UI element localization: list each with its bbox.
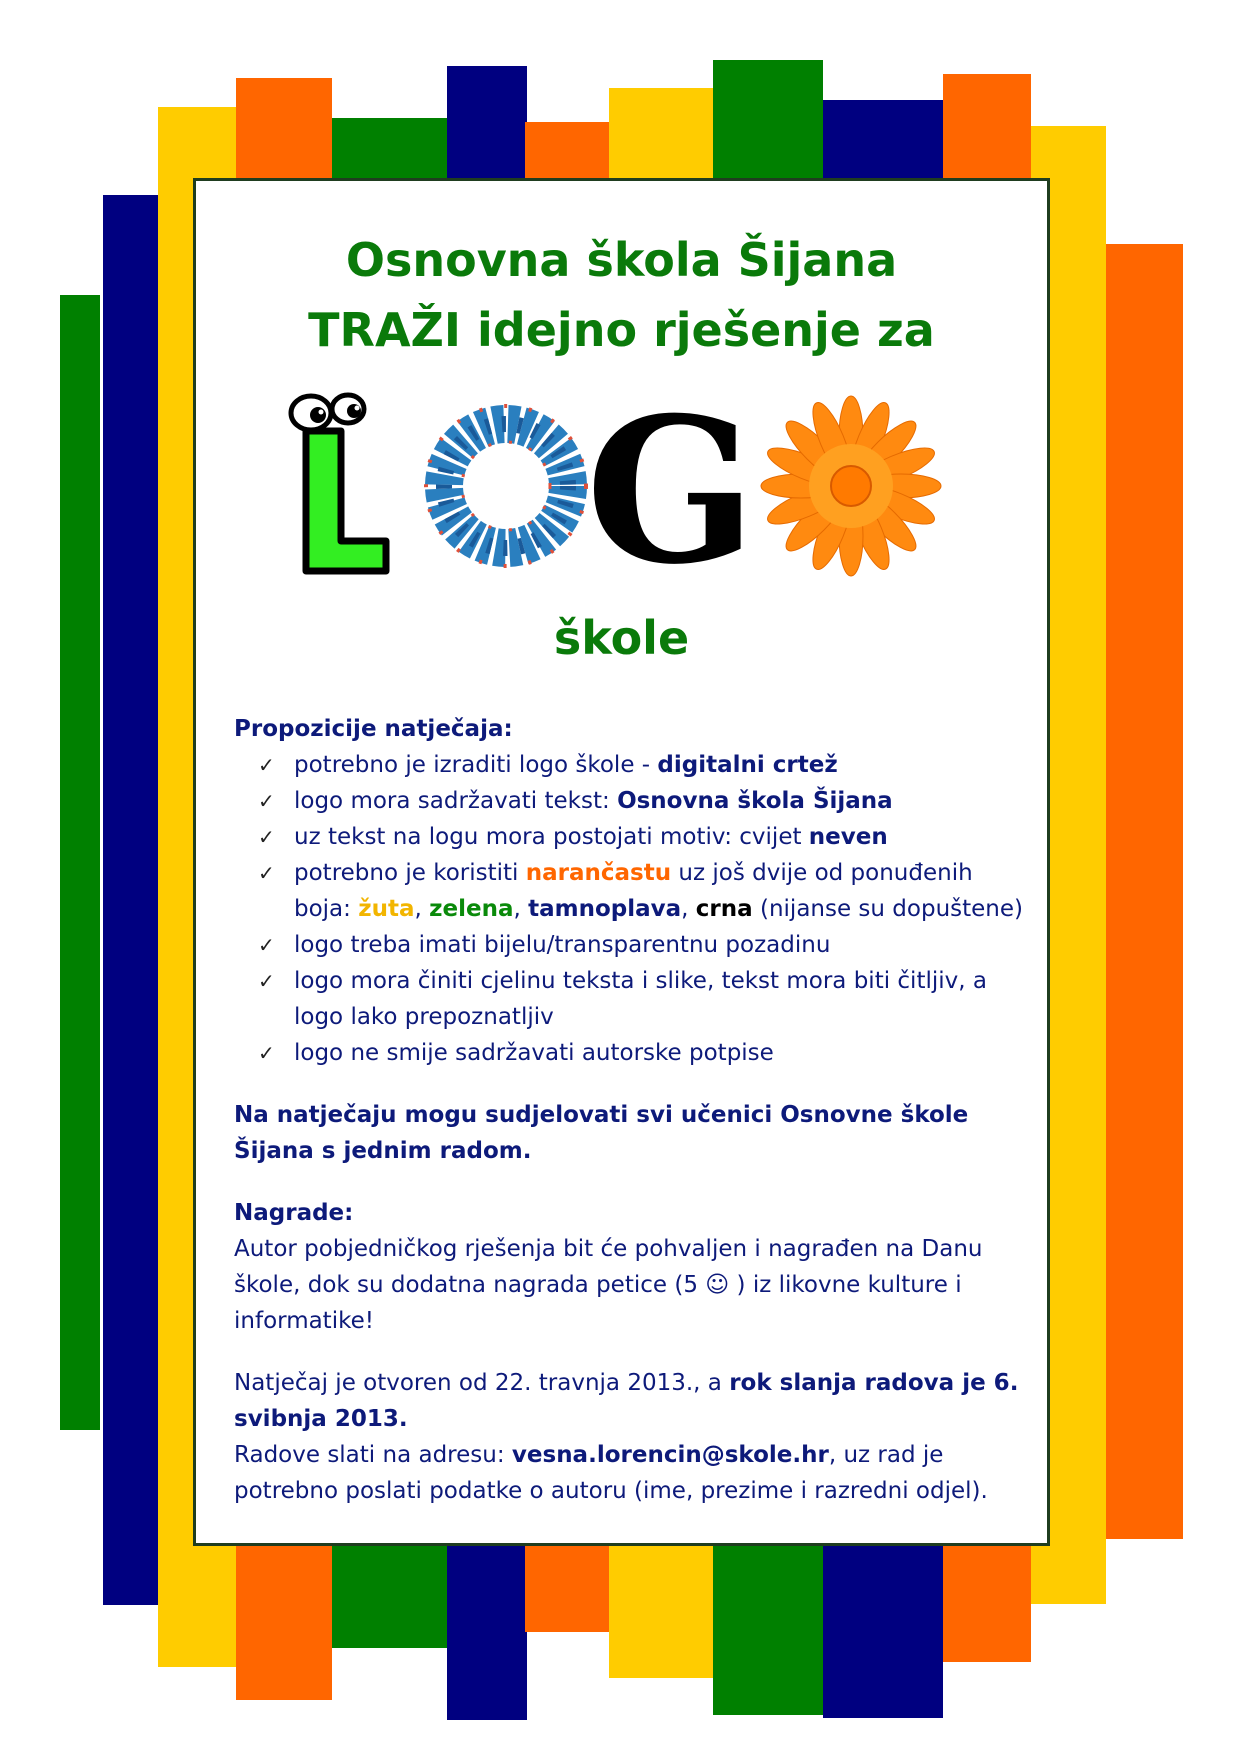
- letter-g-icon: G: [585, 391, 757, 581]
- checkmark-icon: ✓: [258, 861, 275, 885]
- poster-title-line3: škole: [553, 611, 690, 665]
- deadline-text: Natječaj je otvoren od 22. travnja 2013., a rok slanja radova je 6. svibnja 2013.: [234, 1370, 1019, 1432]
- poster-title-line2: TRAŽI idejno rješenje za: [308, 303, 935, 357]
- checkmark-icon: ✓: [258, 789, 275, 813]
- list-item: ✓ potrebno je koristiti narančastu uz još dvije od ponuđenih boja: žuta, zelena, tamnoplava, crna (nijanse su dopuštene): [294, 855, 1024, 927]
- email-address: vesna.lorencin@skole.hr: [511, 1442, 829, 1468]
- list-item: ✓ logo ne smije sadržavati autorske potpise: [294, 1035, 1024, 1071]
- nagrade-heading: Nagrade:: [234, 1200, 354, 1226]
- checkmark-icon: ✓: [258, 753, 275, 777]
- send-text: Radove slati na adresu: vesna.lorencin@skole.hr, uz rad je potrebno poslati podatke o autoru (ime, prezime i razredni odjel).: [234, 1442, 988, 1504]
- bar-orange-right: [1106, 244, 1183, 1539]
- checkmark-icon: ✓: [258, 825, 275, 849]
- checkmark-icon: ✓: [258, 933, 275, 957]
- list-item: ✓ logo mora činiti cjelinu teksta i slike, tekst mora biti čitljiv, a logo lako prepoznatljiv: [294, 963, 1024, 1035]
- list-item: ✓ logo treba imati bijelu/transparentnu pozadinu: [294, 927, 1024, 963]
- propozicije-heading: Propozicije natječaja:: [234, 716, 513, 742]
- participants-text: Na natječaju mogu sudjelovati svi učenici Osnovne škole Šijana s jednim radom.: [234, 1102, 969, 1164]
- list-item: ✓ uz tekst na logu mora postojati motiv: cvijet neven: [294, 819, 1024, 855]
- checkmark-icon: ✓: [258, 1041, 275, 1065]
- letter-o-beads-icon: [426, 406, 586, 566]
- nagrade-text: Autor pobjedničkog rješenja bit će pohvaljen i nagrađen na Danu škole, dok su dodatna nagrada petice (5 ☺ ) iz likovne kulture i informatike!: [234, 1236, 983, 1334]
- logo-word-illustration: [266, 391, 946, 581]
- poster-panel: [193, 178, 1050, 1546]
- list-item: ✓ potrebno je izraditi logo škole - digitalni crtež: [294, 747, 1024, 783]
- poster-title-line1: Osnovna škola Šijana: [345, 233, 898, 287]
- bar-navy-left: [103, 195, 158, 1605]
- letter-l-with-eyes-icon: [291, 395, 386, 571]
- poster-body: [234, 711, 1024, 1509]
- bar-green-left: [60, 295, 100, 1430]
- list-item: ✓ logo mora sadržavati tekst: Osnovna škola Šijana: [294, 783, 1024, 819]
- propozicije-list: [234, 747, 1024, 1071]
- checkmark-icon: ✓: [258, 969, 275, 993]
- marigold-flower-icon: [761, 396, 941, 576]
